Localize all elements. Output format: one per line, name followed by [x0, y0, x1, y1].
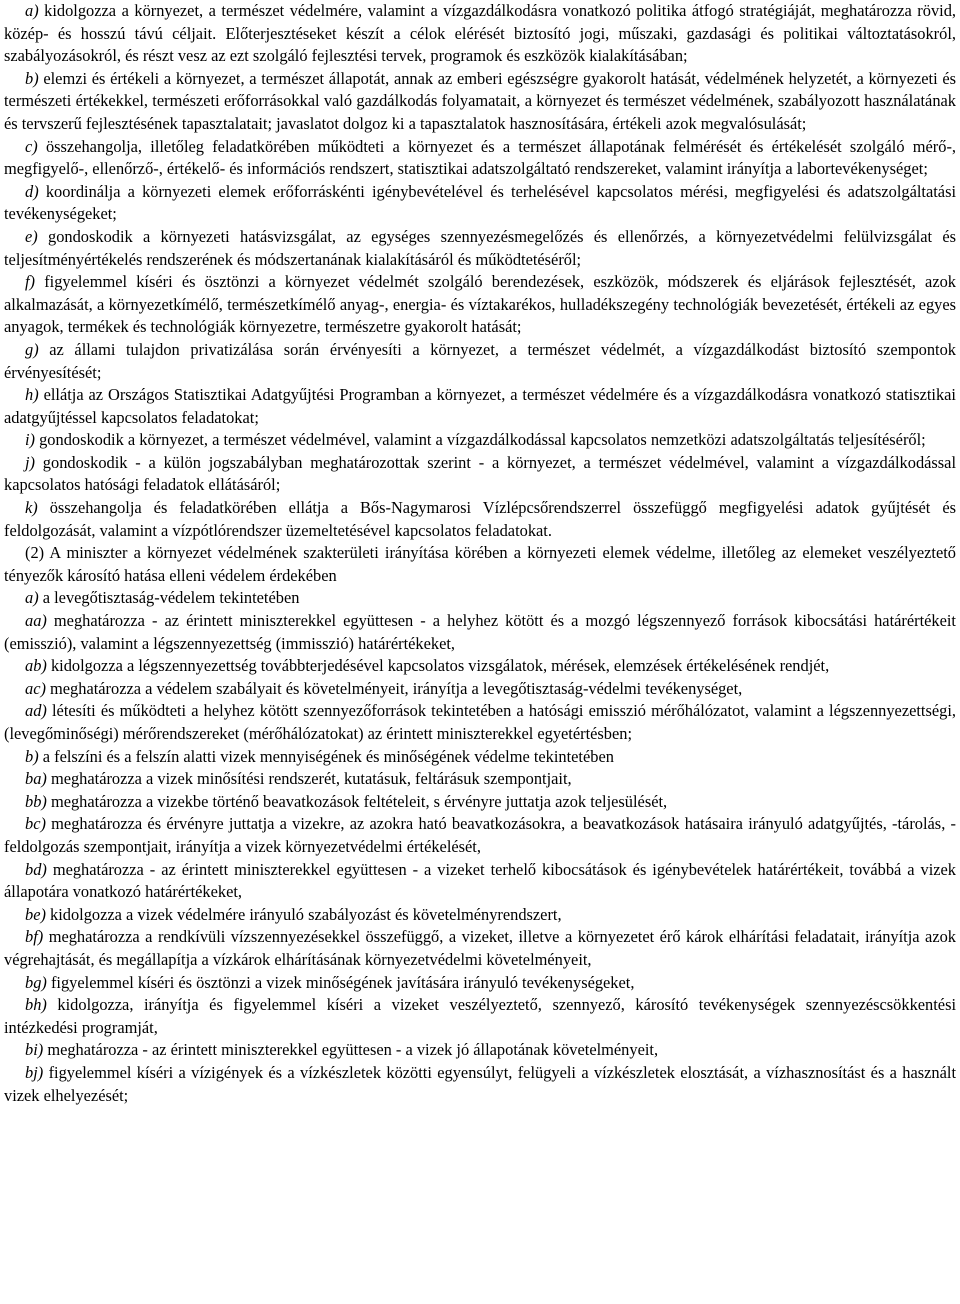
paragraph-text: meghatározza a vizek minősítési rendszerét, kutatásuk, feltárásuk szempontjait, — [46, 769, 572, 789]
paragraph — [4, 610, 956, 655]
paragraph-text: meghatározza a rendkívüli vízszennyezésekkel összefüggő, a vizeket, illetve a környezetet érő károk elhárítási feladatait, irányítja azok végrehajtását, és megállapítja a vízkárok elhárításának környezetvédelmi követelményeit, — [4, 927, 956, 969]
item-marker: bc) — [25, 814, 46, 834]
paragraph-text: összehangolja, illetőleg feladatkörében működteti a környezet és a természet állapotának felmérését és értékelését szolgáló mérő-, megfigyelő-, ellenőrző-, értékelő- és információs rendszert, statisztikai adatszolgáltató rendszereket, valamint irányítja a labortevékenységet; — [4, 136, 956, 179]
paragraph — [4, 587, 956, 610]
item-marker: bb) — [25, 791, 47, 811]
item-marker: b) — [25, 746, 39, 766]
paragraph — [4, 226, 956, 271]
item-marker: i) — [25, 430, 36, 450]
item-marker: ba) — [25, 769, 47, 789]
item-marker: a) — [25, 588, 39, 608]
item-marker: e) — [25, 226, 38, 246]
item-marker: bj) — [25, 1062, 44, 1082]
item-marker: bh) — [25, 995, 47, 1015]
paragraph-text: meghatározza és érvényre juttatja a vizekre, az azokra ható beavatkozásokra, a beavatkozások hatásaira irányuló adatgyűjtés, -tárolás, -feldolgozás szempontjait, irányítja a vizek környezetvédelmi értékelését, — [4, 814, 956, 856]
item-marker: f) — [25, 272, 36, 292]
paragraph-text: meghatározza - az érintett miniszterekkel együttesen - a vizek jó állapotának követelményeit, — [43, 1040, 659, 1060]
item-marker: bf) — [25, 927, 44, 947]
paragraph-text: figyelemmel kíséri és ösztönzi a környezet védelmét szolgáló berendezések, eszközök, módszerek és eljárások fejlesztését, azok alkalmazását, a környezetkímélő, természetkímélő anyag-, energia- és víztakarékos, hulladékszegény technológiák bevezetését, értékeli az egyes anyagok, termékek és technológiák környezetre, természetre gyakorolt hatását; — [4, 272, 956, 337]
paragraph — [4, 384, 956, 429]
item-marker: a) — [25, 1, 39, 20]
item-marker: ad) — [25, 701, 47, 721]
paragraph-text: gondoskodik a környezet, a természet védelmével, valamint a vízgazdálkodással kapcsolatos nemzetközi adatszolgáltatás teljesítéséről; — [35, 430, 926, 450]
paragraph — [4, 859, 956, 904]
item-marker: h) — [25, 385, 39, 405]
item-marker: ab) — [25, 656, 47, 676]
paragraph-text: a levegőtisztaság-védelem tekintetében — [38, 588, 300, 608]
item-marker: ac) — [25, 678, 46, 698]
paragraph-text: meghatározza a védelem szabályait és követelményeit, irányítja a levegőtisztaság-védelmi tevékenységet, — [45, 678, 743, 698]
item-marker: d) — [25, 181, 39, 201]
item-marker: j) — [25, 452, 36, 472]
paragraph-text: figyelemmel kíséri és ösztönzi a vizek minőségének javítására irányuló tevékenységeket, — [46, 972, 635, 992]
paragraph — [4, 0, 956, 68]
paragraph — [4, 429, 956, 452]
paragraph — [4, 926, 956, 971]
paragraph — [4, 497, 956, 542]
paragraph — [4, 768, 956, 791]
paragraph-text: kidolgozza a környezet, a természet védelmére, valamint a vízgazdálkodásra vonatkozó politika átfogó stratégiáját, meghatározza rövid, közép- és hosszú távú céljait. Előterjesztéseket készít a célok elérését biztosító jogi, műszaki, gazdasági és politikai változtatásokról, szabályozásokról, és részt vesz az ezt szolgáló fejlesztési tervek, programok és eszközök kialakításában; — [4, 1, 956, 66]
paragraph-text: az állami tulajdon privatizálása során érvényesíti a környezet, a természet védelmét, a vízgazdálkodást biztosító szempontok érvényesítését; — [4, 339, 956, 382]
paragraph-text: elemzi és értékeli a környezet, a természet állapotát, annak az emberi egészségre gyakorolt hatását, védelmének helyzetét, a környezeti és természeti értékekkel, természeti erőforrásokkal való gazdálkodás folyamatait, a környezet és természet védelmének, szabályozott használatának és tervszerű fejlesztésének tapasztalatait; javaslatot dolgoz ki a tapasztalatok hasznosítására, értékeli azok megvalósulását; — [4, 68, 956, 133]
item-marker: g) — [25, 339, 39, 359]
paragraph-text: kidolgozza a vizek védelmére irányuló szabályozást és követelményrendszert, — [45, 904, 562, 924]
paragraph — [4, 655, 956, 678]
paragraph — [4, 678, 956, 701]
paragraph-text: kidolgozza a légszennyezettség továbbterjedésével kapcsolatos vizsgálatok, mérések, elemzések értékelésének rendjét, — [46, 656, 830, 676]
item-marker: c) — [25, 136, 38, 156]
paragraph — [4, 339, 956, 384]
paragraph-text: koordinálja a környezeti elemek erőforráskénti igénybevételével és terhelésével kapcsolatos mérési, megfigyelési és adatszolgáltatási tevékenységeket; — [4, 181, 956, 224]
item-marker: k) — [25, 498, 38, 518]
paragraph-text: (2) A miniszter a környezet védelmének szakterületi irányítása körében a környezeti elemek védelme, illetőleg az elemeket veszélyeztető tényezők károsító hatása elleni védelem érdekében — [4, 543, 956, 585]
paragraph-text: létesíti és működteti a helyhez kötött szennyezőforrások tekintetében a hatósági emisszió mérőhálózatot, valamint a légszennyezettségi, (levegőminőségi) mérőrendszereket (mérőhálózatokat) az érintett miniszterekkel egyetértésben; — [4, 701, 956, 743]
paragraph-text: kidolgozza, irányítja és figyelemmel kíséri a vizeket veszélyeztető, szennyező, károsító tevékenységek szennyezéscsökkentési intézkedési programját, — [4, 995, 956, 1037]
paragraph — [4, 68, 956, 136]
paragraph — [4, 271, 956, 339]
paragraph — [4, 542, 956, 587]
paragraph-text: gondoskodik - a külön jogszabályban meghatározottak szerint - a környezet, a természet védelmével, valamint a vízgazdálkodással kapcsolatos hatósági feladatok ellátásáról; — [4, 452, 956, 495]
paragraph — [4, 904, 956, 927]
paragraph-text: meghatározza a vizekbe történő beavatkozások feltételeit, s érvényre juttatja azok teljesülését, — [46, 791, 668, 811]
paragraph — [4, 136, 956, 181]
paragraph — [4, 452, 956, 497]
paragraph — [4, 700, 956, 745]
item-marker: bg) — [25, 972, 47, 992]
item-marker: bd) — [25, 859, 47, 879]
item-marker: be) — [25, 904, 46, 924]
item-marker: bi) — [25, 1040, 44, 1060]
paragraph — [4, 181, 956, 226]
paragraph-text: gondoskodik a környezeti hatásvizsgálat, az egységes szennyezésmegelőzés és ellenőrzés, a környezetvédelmi felülvizsgálat és teljesítményértékelés rendszerének és módszertanának kialakításáról és működtetéséről; — [4, 226, 956, 269]
paragraph — [4, 813, 956, 858]
paragraph-text: a felszíni és a felszín alatti vizek mennyiségének és minőségének védelme tekintetében — [38, 746, 614, 766]
paragraph-text: összehangolja és feladatkörében ellátja a Bős-Nagymarosi Vízlépcsőrendszerrel összefüggő megfigyelési adatok gyűjtését és feldolgozását, valamint a vízpótlórendszer üzemeltetésével kapcsolatos feladatokat. — [4, 498, 956, 540]
paragraph-text: meghatározza - az érintett miniszterekkel együttesen - a helyhez kötött és a mozgó légszennyező források kibocsátási határértékeit (emisszió), valamint a légszennyezettség (immisszió) határértékeket, — [4, 611, 956, 653]
paragraph-text: ellátja az Országos Statisztikai Adatgyűjtési Programban a környezet, a természet védelmére és a vízgazdálkodásra vonatkozó statisztikai adatgyűjtéssel kapcsolatos feladatokat; — [4, 385, 956, 427]
item-marker: b) — [25, 68, 39, 88]
paragraph — [4, 791, 956, 814]
paragraph — [4, 972, 956, 995]
paragraph — [4, 994, 956, 1039]
paragraph-text: meghatározza - az érintett miniszterekkel együttesen - a vizeket terhelő kibocsátások és igénybevételek határértékeit, továbbá a vizek állapotára vonatkozó határértékeket, — [4, 859, 956, 902]
paragraph — [4, 746, 956, 769]
paragraph — [4, 1062, 956, 1107]
paragraph-text: figyelemmel kíséri a vízigények és a vízkészletek közötti egyensúlyt, felügyeli a vízkészletek elosztását, a vízhasznosítást és a használt vizek elhelyezését; — [4, 1062, 956, 1105]
paragraph — [4, 1039, 956, 1062]
item-marker: aa) — [25, 611, 47, 631]
